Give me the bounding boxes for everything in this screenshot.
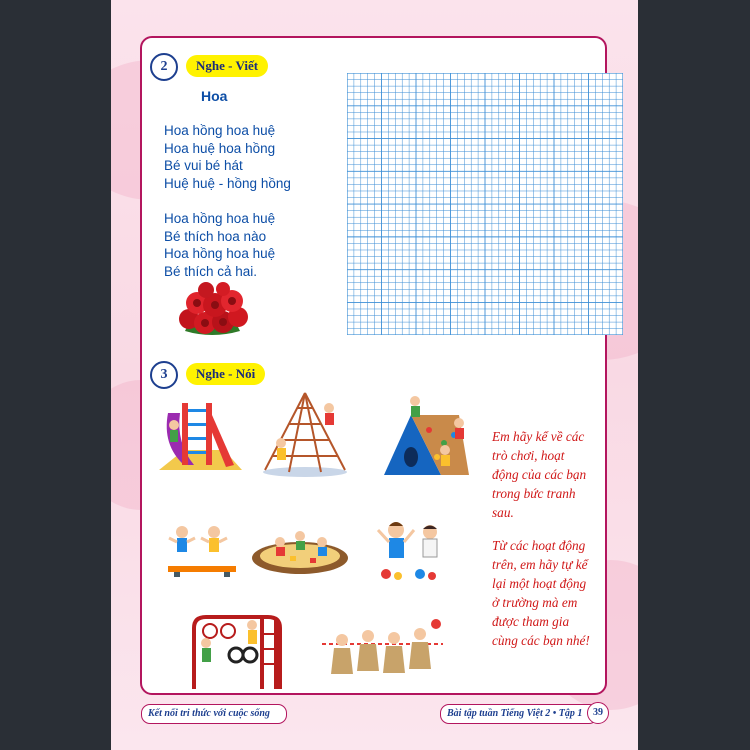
climbing-wall-icon <box>379 395 474 480</box>
prompt-line: lại một hoạt động <box>492 576 587 591</box>
prompt-tell <box>492 536 607 650</box>
page-number: 39 <box>587 702 609 724</box>
prompt-line: được tham gia <box>492 614 570 629</box>
rope-pyramid-icon <box>259 388 351 478</box>
writing-grid[interactable] <box>347 73 623 335</box>
exercise-card <box>140 36 607 695</box>
section-2-number: 2 <box>150 53 178 81</box>
section-3-number: 3 <box>150 361 178 389</box>
monkey-bars-icon <box>184 613 290 691</box>
poem-stanza-2 <box>164 210 275 280</box>
poem-title: Hoa <box>201 88 228 104</box>
poem-line: Huệ huệ - hồng hồng <box>164 175 291 191</box>
prompt-line: trên, em hãy tự kể <box>492 557 588 572</box>
section-3-tag: Nghe - Nói <box>186 363 265 385</box>
poem-stanza-1 <box>164 122 291 192</box>
slide-icon <box>154 395 244 475</box>
prompt-line: Từ các hoạt động <box>492 538 586 553</box>
poem-line: Bé thích hoa nào <box>164 228 267 244</box>
footer-series-label: Kết nối tri thức với cuộc sống <box>141 704 287 724</box>
poem-line: Bé thích cả hai. <box>164 263 258 279</box>
prompt-line: động của các bạn <box>492 467 587 482</box>
sack-race-icon <box>320 616 445 691</box>
prompt-line: cùng các bạn nhé! <box>492 633 590 648</box>
poem-line: Hoa hồng hoa huệ <box>164 211 276 226</box>
prompt-line: ở trường mà em <box>492 595 578 610</box>
poem-line: Bé vui bé hát <box>164 158 243 173</box>
sandbox-icon <box>250 528 350 576</box>
footer-book-label: Bài tập tuần Tiếng Việt 2 • Tập 1 <box>440 704 598 724</box>
workbook-page <box>111 0 638 750</box>
poem-line: Hoa hồng hoa huệ <box>164 246 276 261</box>
prompt-line: sau. <box>492 505 514 520</box>
poem-line: Hoa huệ hoa hồng <box>164 140 276 156</box>
prompt-line: Em hãy kể về các <box>492 429 585 444</box>
poem-line: Hoa hồng hoa huệ <box>164 123 276 138</box>
prompt-describe <box>492 427 602 522</box>
prompt-line: trong bức tranh <box>492 486 576 501</box>
section-2-tag: Nghe - Viết <box>186 55 268 77</box>
roses-icon <box>175 281 250 339</box>
balance-beam-icon <box>166 520 238 578</box>
kids-playing-icon <box>372 516 452 581</box>
prompt-line: trò chơi, hoạt <box>492 448 565 463</box>
